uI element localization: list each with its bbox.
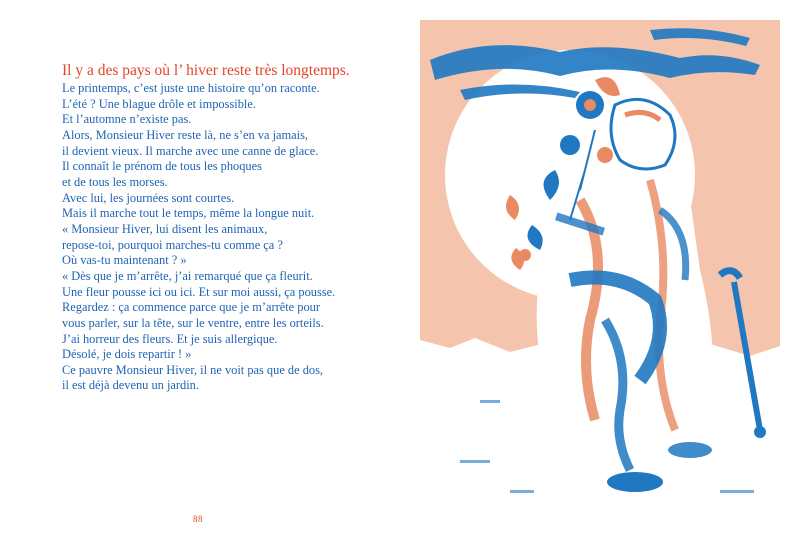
story-line: Où vas-tu maintenant ? » (62, 253, 187, 268)
story-line: et de tous les morses. (62, 174, 168, 189)
story-line: J’ai horreur des fleurs. Et je suis allergique. (62, 331, 278, 346)
story-line: Il connaît le prénom de tous les phoques (62, 159, 262, 174)
monsieur-hiver-illustration-icon (420, 20, 780, 520)
story-line: Et l’automne n’existe pas. (62, 112, 192, 127)
story-title: Il y a des pays où l’ hiver reste très longtemps. (62, 62, 350, 79)
story-line: « Monsieur Hiver, lui disent les animaux, (62, 221, 268, 236)
story-line: Désolé, je dois repartir ! » (62, 347, 192, 362)
story-line: Mais il marche tout le temps, même la longue nuit. (62, 206, 315, 221)
illustration-monsieur-hiver (420, 20, 780, 520)
story-line: il devient vieux. Il marche avec une canne de glace. (62, 143, 319, 158)
story-line: Alors, Monsieur Hiver reste là, ne s’en va jamais, (62, 127, 309, 142)
story-line: Une fleur pousse ici ou ici. Et sur moi aussi, ça pousse. (62, 284, 336, 299)
story-line: vous parler, sur la tête, sur le ventre, entre les orteils. (62, 315, 324, 330)
story-line: « Dès que je m’arrête, j’ai remarqué que ça fleurit. (62, 268, 313, 283)
story-text (62, 62, 382, 394)
story-line: Regardez : ça commence parce que je m’arrête pour (62, 300, 320, 315)
story-line: Ce pauvre Monsieur Hiver, il ne voit pas que de dos, (62, 362, 324, 377)
story-line: Le printemps, c’est juste une histoire qu’on raconte. (62, 81, 320, 95)
story-line: il est déjà devenu un jardin. (62, 378, 199, 393)
story-line: L’été ? Une blague drôle et impossible. (62, 96, 256, 111)
story-line: repose-toi, pourquoi marches-tu comme ça ? (62, 237, 283, 252)
page-number: 88 (193, 514, 203, 524)
story-line: Avec lui, les journées sont courtes. (62, 190, 235, 205)
